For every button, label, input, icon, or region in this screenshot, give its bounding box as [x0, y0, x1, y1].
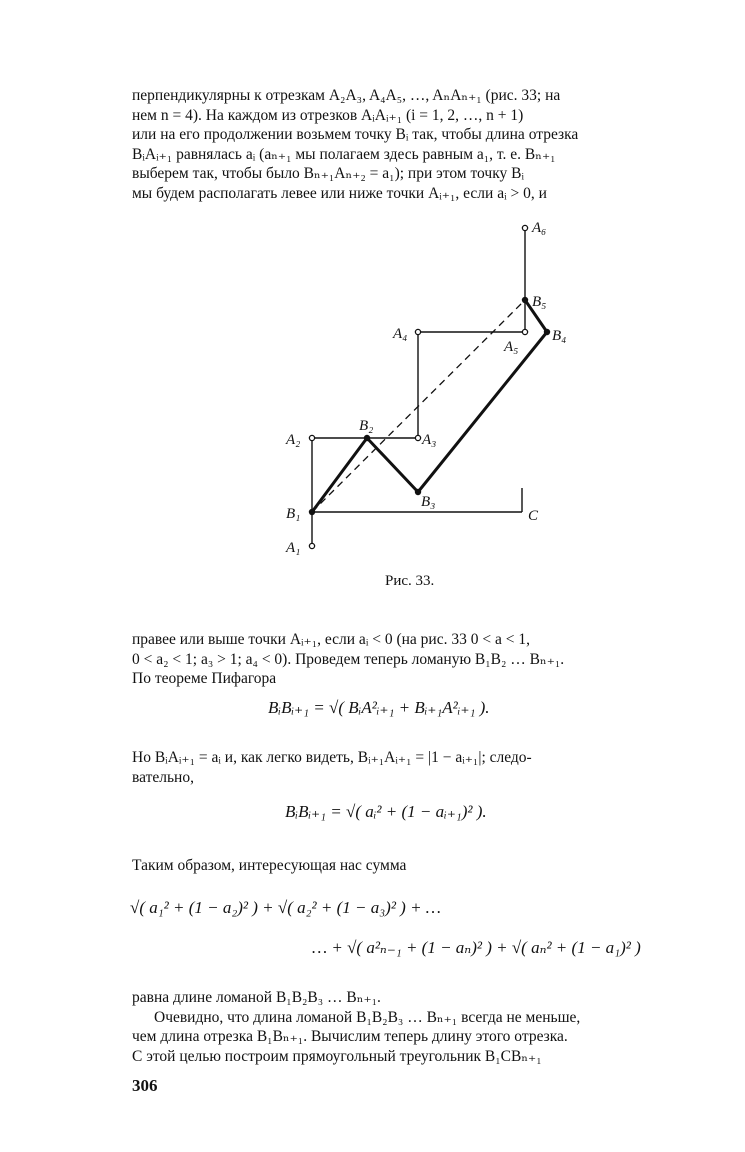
text-line: выберем так, чтобы было Bₙ₊₁Aₙ₊₂ = a₁); при этом точку Bᵢ [132, 165, 525, 182]
label-B5: B₅ [532, 294, 547, 310]
text-line: Таким образом, интересующая нас сумма [132, 857, 407, 874]
text-line: Но BᵢAᵢ₊₁ = aᵢ и, как легко видеть, Bᵢ₊₁Aᵢ₊₁ = |1 − aᵢ₊₁|; следо- [132, 749, 532, 766]
formula-pythagoras: BᵢBᵢ₊₁ = √( BᵢA²ᵢ₊₁ + Bᵢ₊₁A²ᵢ₊₁ ). [268, 698, 490, 717]
text-line: перпендикулярны к отрезкам A₂A₃, A₄A₅, …, AₙAₙ₊₁ (рис. 33; на [132, 87, 561, 104]
text-line: мы будем располагать левее или ниже точки Aᵢ₊₁, если aᵢ > 0, и [132, 184, 547, 202]
text-line: нем n = 4). На каждом из отрезков AᵢAᵢ₊₁ (i = 1, 2, …, n + 1) [132, 106, 524, 124]
point-B5 [522, 297, 528, 303]
label-C: C [528, 508, 539, 524]
label-B4: B₄ [552, 328, 567, 344]
label-B1: B₁ [286, 506, 301, 522]
middle-paragraph [132, 630, 710, 689]
formula-sum-line-1: √( a₁² + (1 − a₂)² ) + √( a₂² + (1 − a₃)² ) + … [130, 898, 441, 917]
page-number: 306 [132, 1076, 158, 1095]
figure-33-diagram [270, 210, 590, 560]
text-line: С этой целью построим прямоугольный треугольник B₁CBₙ₊₁ [132, 1047, 542, 1065]
label-A5: A₅ [504, 339, 519, 355]
top-paragraph [132, 86, 710, 203]
bottom-paragraph [132, 988, 710, 1066]
paragraph-4 [132, 856, 710, 876]
text-line: равна длине ломаной B₁B₂B₃ … Bₙ₊₁. [132, 989, 381, 1006]
text-line: 0 < a₂ < 1; a₃ > 1; a₄ < 0). Проведем теперь ломаную B₁B₂ … Bₙ₊₁. [132, 650, 565, 668]
label-A2: A₂ [286, 432, 301, 448]
label-A4: A₄ [393, 326, 408, 342]
point-A6 [522, 225, 527, 230]
formula-segment-length: BᵢBᵢ₊₁ = √( aᵢ² + (1 − aᵢ₊₁)² ). [285, 802, 487, 821]
point-A5 [522, 329, 527, 334]
label-B2: B₂ [359, 418, 374, 434]
text-line: Очевидно, что длина ломаной B₁B₂B₃ … Bₙ₊₁ всегда не меньше, [154, 1008, 581, 1026]
text-line: вательно, [132, 768, 194, 786]
label-A1: A₁ [286, 540, 301, 556]
point-A4 [415, 329, 420, 334]
text-line: правее или выше точки Aᵢ₊₁, если aᵢ < 0 (на рис. 33 0 < a < 1, [132, 631, 530, 648]
point-A2 [309, 435, 314, 440]
figure-caption: Рис. 33. [385, 573, 435, 589]
text-line: По теореме Пифагора [132, 670, 277, 687]
text-line: чем длина отрезка B₁Bₙ₊₁. Вычислим теперь длину этого отрезка. [132, 1028, 568, 1045]
formula-sum-line-2: … + √( a²ₙ₋₁ + (1 − aₙ)² ) + √( aₙ² + (1 − a₁)² ) [312, 938, 641, 957]
paragraph-3 [132, 748, 710, 787]
label-B3: B₃ [421, 494, 436, 510]
text-line: или на его продолжении возьмем точку Bᵢ так, чтобы длина отрезка [132, 126, 579, 143]
point-B1 [309, 509, 315, 515]
point-A3 [415, 435, 420, 440]
label-A3: A₃ [422, 432, 437, 448]
point-B2 [364, 435, 370, 441]
text-line: BᵢAᵢ₊₁ равнялась aᵢ (aₙ₊₁ мы полагаем здесь равным a₁, т. е. Bₙ₊₁ [132, 145, 556, 163]
label-A6: A₆ [532, 220, 547, 236]
point-B4 [544, 329, 550, 335]
point-A1 [309, 543, 314, 548]
